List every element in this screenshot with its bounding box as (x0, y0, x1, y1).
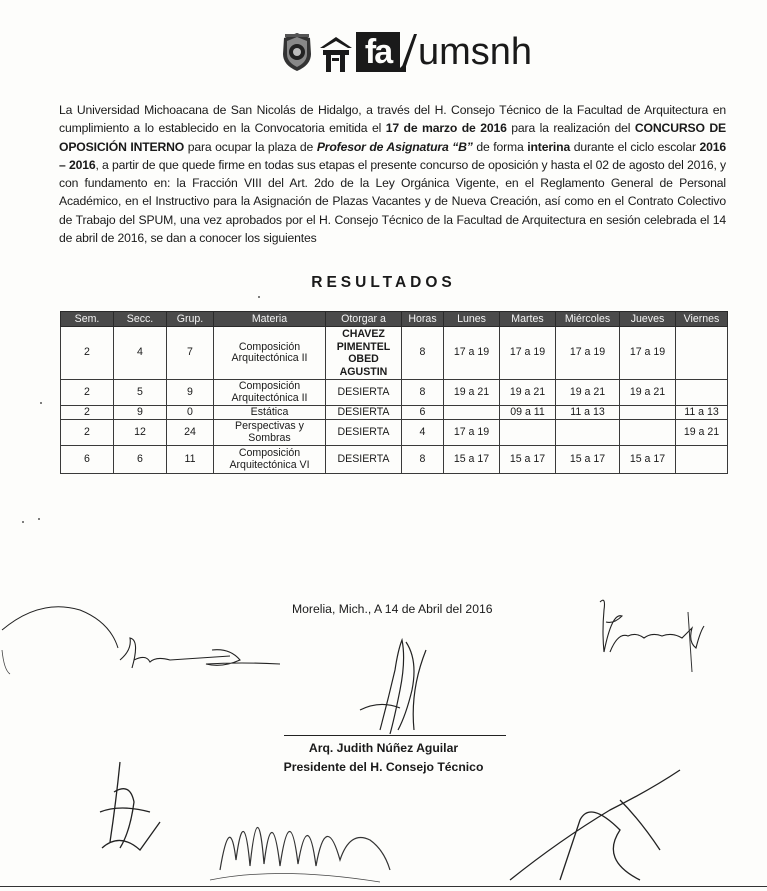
table-cell: 15 a 17 (500, 446, 556, 474)
table-cell: 19 a 21 (676, 420, 728, 446)
handwritten-signature-icon (0, 590, 300, 680)
table-header-cell: Jueves (620, 312, 676, 327)
signer-role: Presidente del H. Consejo Técnico (283, 760, 484, 774)
table-cell (676, 327, 728, 380)
table-cell: 19 a 21 (500, 380, 556, 406)
fa-logo: fa (356, 32, 400, 72)
table-cell: 11 a 13 (556, 406, 620, 420)
table-cell: 17 a 19 (620, 327, 676, 380)
table-cell: 9 (167, 380, 214, 406)
table-cell: 6 (114, 446, 167, 474)
handwritten-signature-icon (200, 770, 400, 890)
table-cell: 8 (402, 327, 444, 380)
table-cell: 4 (402, 420, 444, 446)
handwritten-signature-icon (340, 630, 450, 740)
header-logos (272, 30, 572, 80)
paragraph-run: para ocupar la plaza de (184, 139, 317, 154)
paragraph-run: 2016 – 2016 (59, 139, 726, 172)
table-cell: DESIERTA (326, 446, 402, 474)
paragraph-run: Profesor de Asignatura “B” (316, 139, 473, 154)
table-cell: 17 a 19 (444, 327, 500, 380)
table-header-cell: Miércoles (556, 312, 620, 327)
table-cell: CHAVEZ PIMENTEL OBED AGUSTIN (326, 327, 402, 380)
university-seal-icon (280, 32, 314, 72)
place-date: Morelia, Mich., A 14 de Abril del 2016 (292, 602, 493, 616)
table-cell: 17 a 19 (444, 420, 500, 446)
table-cell: 8 (402, 446, 444, 474)
table-cell: 11 (167, 446, 214, 474)
table-cell: 5 (114, 380, 167, 406)
table-cell: 2 (61, 420, 114, 446)
table-cell: Composición Arquitectónica VI (214, 446, 326, 474)
table-cell: 17 a 19 (500, 327, 556, 380)
table-row (61, 380, 728, 406)
table-cell: 2 (61, 380, 114, 406)
page-bottom-edge (0, 886, 767, 887)
table-cell: 12 (114, 420, 167, 446)
paragraph-run: , a partir de que quede firme en todas sus etapas el presente concurso de oposición y hasta el 02 de agosto del 2016, y con fundamento en: la Fracción VIII del Art. 2do de la Ley Orgánica Vigente, en el Reglamento General de Personal Académico, en el Instructivo para la Asignación de Plazas Vacantes y de Nueva Creación, así como en el Contrato Colectivo de Trabajo del SPUM, una vez aprobados por el H. Consejo Técnico de la Facultad de Arquitectura en sesión celebrada el 14 de abril de 2016, se dan a conocer los siguientes (59, 157, 726, 246)
table-cell: 15 a 17 (444, 446, 500, 474)
table-header-cell: Sem. (61, 312, 114, 327)
table-cell: Composición Arquitectónica II (214, 327, 326, 380)
table-header-row (61, 312, 728, 327)
table-header-cell: Otorgar a (326, 312, 402, 327)
table-cell: 19 a 21 (620, 380, 676, 406)
table-cell: DESIERTA (326, 406, 402, 420)
table-cell (556, 420, 620, 446)
table-cell: Perspectivas y Sombras (214, 420, 326, 446)
table-cell (500, 420, 556, 446)
results-table (60, 311, 728, 474)
paragraph-run: CONCURSO DE OPOSICIÓN INTERNO (59, 121, 726, 154)
table-cell: 4 (114, 327, 167, 380)
handwritten-signature-icon (592, 592, 722, 682)
table-cell: 09 a 11 (500, 406, 556, 420)
table-cell: 6 (61, 446, 114, 474)
scan-speck (40, 402, 42, 404)
handwritten-signature-icon (500, 760, 700, 890)
scan-speck (38, 518, 40, 520)
table-cell: Estática (214, 406, 326, 420)
table-row (61, 327, 728, 380)
architecture-faculty-icon (318, 34, 354, 74)
table-cell: Composición Arquitectónica II (214, 380, 326, 406)
handwritten-signature-icon (90, 752, 180, 862)
table-cell (676, 446, 728, 474)
table-cell (676, 380, 728, 406)
intro-paragraph (59, 101, 726, 247)
table-cell: 8 (402, 380, 444, 406)
logo-slash-icon (396, 32, 418, 74)
table-row (61, 406, 728, 420)
scan-speck (258, 296, 260, 298)
table-cell: 24 (167, 420, 214, 446)
table-cell: 0 (167, 406, 214, 420)
table-cell: 6 (402, 406, 444, 420)
table-header-cell: Lunes (444, 312, 500, 327)
scan-speck (22, 521, 24, 523)
table-cell (620, 420, 676, 446)
table-cell: 7 (167, 327, 214, 380)
paragraph-run: de forma (472, 139, 528, 154)
paragraph-run: 17 de marzo de 2016 (385, 121, 507, 136)
table-cell: 19 a 21 (444, 380, 500, 406)
table-cell: 15 a 17 (556, 446, 620, 474)
table-cell: 9 (114, 406, 167, 420)
signer-name: Arq. Judith Núñez Aguilar (308, 741, 459, 755)
table-cell: DESIERTA (326, 420, 402, 446)
paragraph-run: para la realización del (506, 121, 635, 136)
paragraph-run: durante el ciclo escolar (570, 139, 700, 154)
umsnh-logo-text: umsnh (418, 31, 533, 73)
table-row (61, 420, 728, 446)
table-cell: 2 (61, 406, 114, 420)
table-header-cell: Horas (402, 312, 444, 327)
table-header-cell: Viernes (676, 312, 728, 327)
table-row (61, 446, 728, 474)
signature-line (284, 735, 506, 736)
table-cell: 17 a 19 (556, 327, 620, 380)
paragraph-run: La Universidad Michoacana de San Nicolás de Hidalgo, a través del H. Consejo Técnico de la Facultad de Arquitectura en cumplimiento a lo establecido en la Convocatoria emitida el (59, 103, 726, 136)
table-cell: 19 a 21 (556, 380, 620, 406)
table-header-cell: Materia (214, 312, 326, 327)
table-cell (444, 406, 500, 420)
table-cell: 2 (61, 327, 114, 380)
table-cell (620, 406, 676, 420)
paragraph-run: interina (527, 139, 571, 154)
table-cell: 15 a 17 (620, 446, 676, 474)
table-header-cell: Martes (500, 312, 556, 327)
table-header-cell: Secc. (114, 312, 167, 327)
results-title: RESULTADOS (311, 274, 456, 291)
table-cell: DESIERTA (326, 380, 402, 406)
table-header-cell: Grup. (167, 312, 214, 327)
table-cell: 11 a 13 (676, 406, 728, 420)
